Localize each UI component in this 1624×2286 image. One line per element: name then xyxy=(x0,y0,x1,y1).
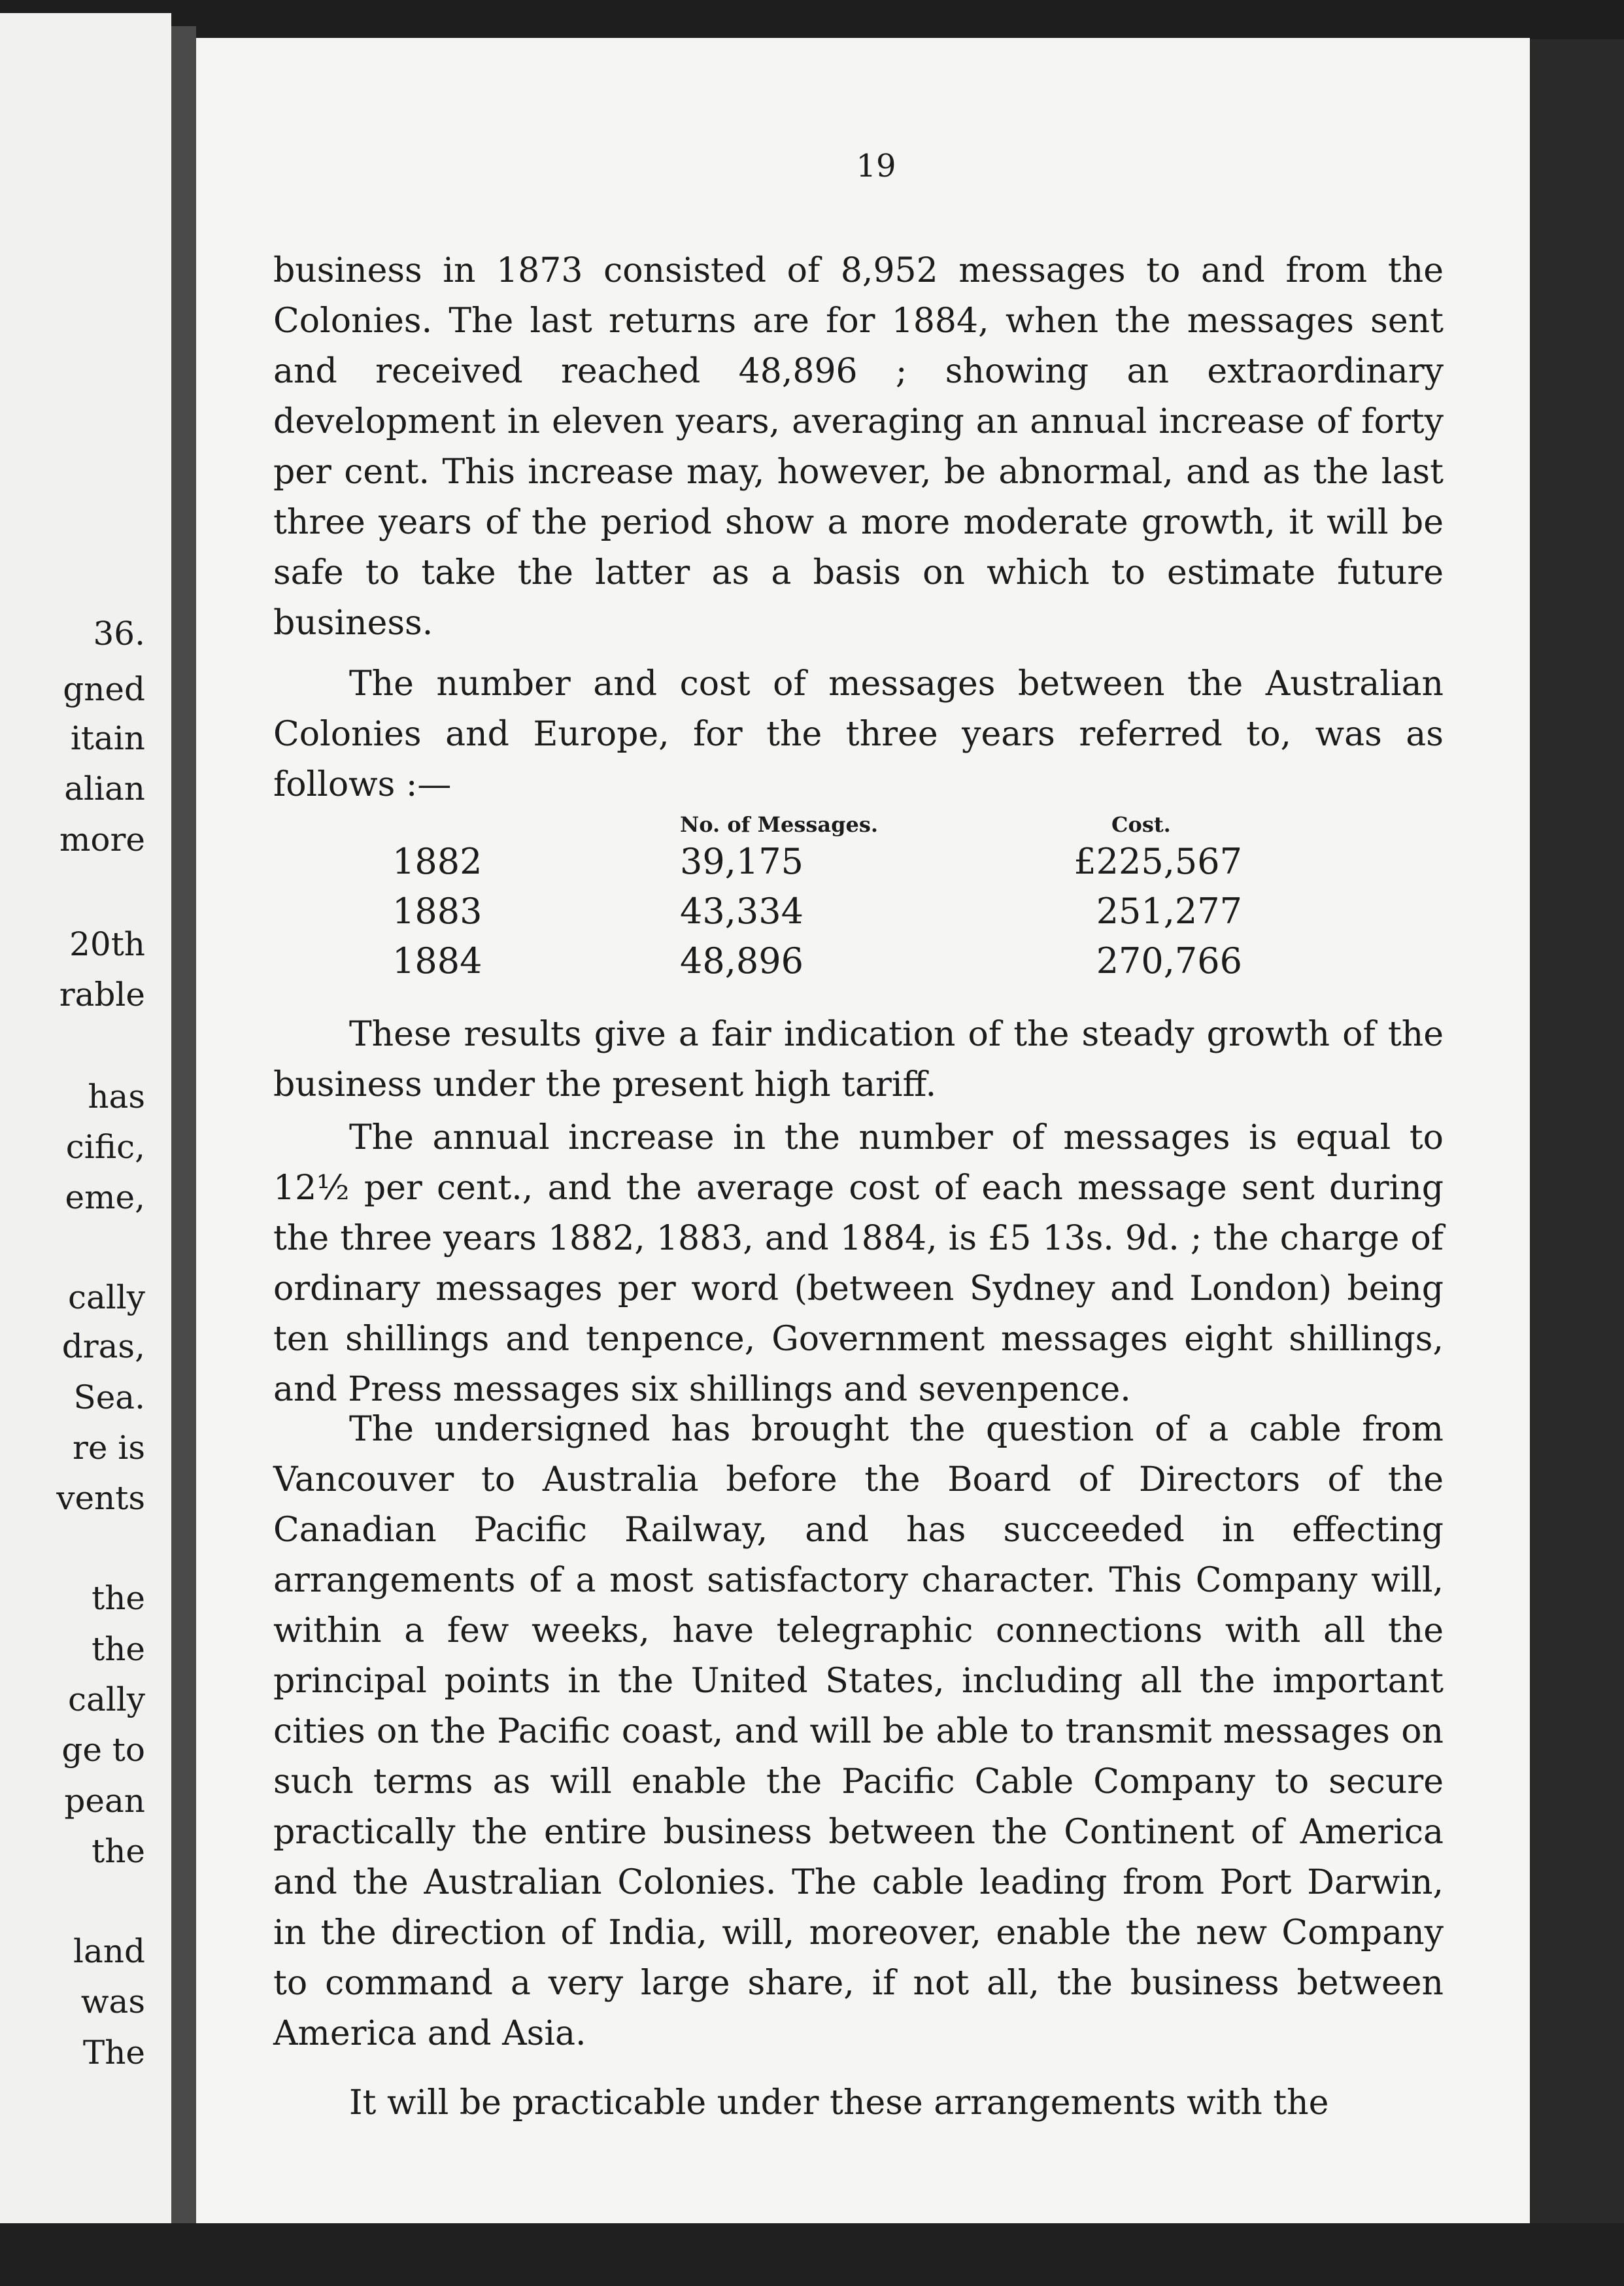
facing-page-fragment: itain xyxy=(70,719,145,757)
facing-page-fragment: the xyxy=(92,1630,145,1668)
facing-page-fragment: eme, xyxy=(65,1178,145,1216)
facing-page-fragment: re is xyxy=(72,1429,145,1467)
table-cell-messages: 43,334 xyxy=(680,891,804,932)
facing-page-fragment: has xyxy=(88,1078,145,1116)
messages-table xyxy=(392,812,1438,1002)
scan-bottom-border xyxy=(0,2223,1624,2286)
table-header-messages: No. of Messages. xyxy=(680,812,878,837)
facing-page-fragment: Sea. xyxy=(73,1378,145,1416)
facing-page-fragment: pean xyxy=(64,1782,145,1820)
facing-page-fragment: 20th xyxy=(69,925,145,963)
table-cell-cost: £225,567 xyxy=(1074,841,1242,882)
facing-page-fragment: the xyxy=(92,1832,145,1870)
paragraph-practicable: It will be practicable under these arrangements with the xyxy=(349,2083,1329,2123)
facing-page-fragment: vents xyxy=(56,1479,145,1517)
paragraph-business-growth: business in 1873 consisted of 8,952 messages to and from the Colonies. The last returns are for 1884, when the messages sent and received reached 48,896 ; showing an extraordinary development in eleven years, averaging an annual increase of forty per cent. This increase may, however, be abnormal, and as the last three years of the period show a more moderate growth, it will be safe to take the latter as a basis on which to estimate future business. xyxy=(273,251,1444,643)
page xyxy=(196,38,1530,2257)
table-cell-year: 1883 xyxy=(392,891,482,932)
table-cell-cost: 251,277 xyxy=(1096,891,1242,932)
facing-page-fragment: gned xyxy=(63,670,145,708)
table-cell-year: 1884 xyxy=(392,940,482,981)
facing-page-fragment: cally xyxy=(67,1278,145,1316)
facing-page-fragment: was xyxy=(80,1983,145,2021)
facing-page-fragment: the xyxy=(92,1579,145,1617)
page-number: 19 xyxy=(856,148,896,184)
table-cell-messages: 39,175 xyxy=(680,841,804,882)
paragraph-annual-increase: The annual increase in the number of messages is equal to 12½ per cent., and the average cost of each message sent during the three years 1882, 1883, and 1884, is £5 13s. 9d. ; the charge of ordinary messages per word (between Sydney and London) being ten shillings and tenpence, Government messages eight shillings, and Press messages six shillings and sevenpence. xyxy=(273,1118,1444,1409)
table-row xyxy=(392,891,1438,940)
facing-page-fragment: rable xyxy=(59,976,145,1014)
table-row xyxy=(392,940,1438,990)
table-header-cost: Cost. xyxy=(1111,812,1171,837)
facing-page-fragment: 36. xyxy=(93,615,145,653)
book-spine xyxy=(171,26,196,2249)
paragraph-steady-growth: These results give a fair indication of the steady growth of the business under the present high tariff. xyxy=(273,1015,1444,1104)
facing-page-fragment: dras, xyxy=(61,1327,145,1365)
facing-page-fragment: alian xyxy=(64,770,145,808)
table-row xyxy=(392,841,1438,891)
facing-page-fragment: land xyxy=(73,1932,145,1970)
table-cell-messages: 48,896 xyxy=(680,940,804,981)
facing-page-fragment: The xyxy=(82,2034,145,2072)
scan-right-border xyxy=(1530,39,1624,2262)
paragraph-vancouver-cable: The undersigned has brought the question of a cable from Vancouver to Australia before the Board of Directors of the Canadian Pacific Railway, and has succeeded in effecting arrangements of a most satisfactory character. This Company will, within a few weeks, have telegraphic connections with all the principal points in the United States, including all the important cities on the Pacific coast, and will be able to transmit messages on such terms as will enable the Pacific Cable Company to secure practically the entire business between the Continent of America and the Australian Colonies. The cable leading from Port Darwin, in the direction of India, will, moreover, enable the new Company to command a very large share, if not all, the business between America and Asia. xyxy=(273,1410,1444,2053)
facing-page-fragment: ge to xyxy=(61,1731,145,1769)
facing-page-fragment: cally xyxy=(67,1680,145,1718)
table-cell-cost: 270,766 xyxy=(1096,940,1242,981)
facing-page-fragment: more xyxy=(59,821,145,859)
left-page-edge xyxy=(0,13,171,2249)
facing-page-fragment: cific, xyxy=(65,1128,145,1166)
table-cell-year: 1882 xyxy=(392,841,482,882)
paragraph-number-and-cost: The number and cost of messages between the Australian Colonies and Europe, for the three years referred to, was as follows :— xyxy=(273,664,1444,804)
